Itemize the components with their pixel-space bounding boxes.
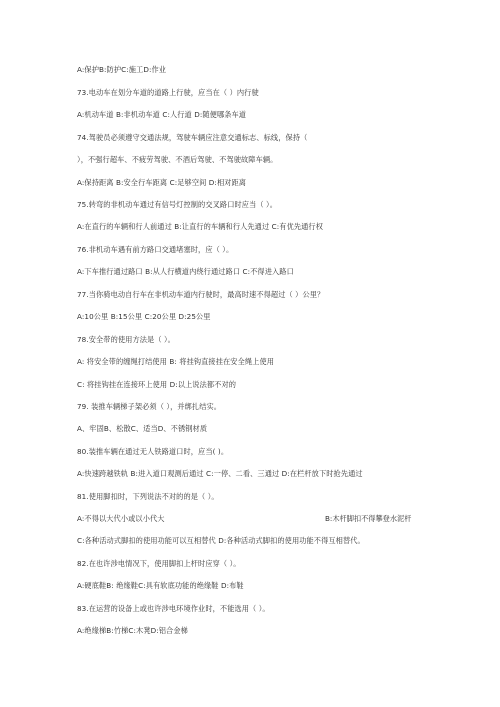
text-line: A:不得以大代小或以小代大 bbox=[77, 514, 165, 523]
text-line: A、牢固B、松散C、适当D、不锈钢材质 bbox=[77, 424, 208, 433]
text-line: 77.当你骑电动自行车在非机动车道内行驶时，最高时速不得超过（ ）公里？ bbox=[77, 290, 325, 299]
text-line: 83.在运营的设备上或也许涉电环境作业时，不能选用（ ）。 bbox=[77, 604, 270, 613]
text-line: 78.安全带的使用方法是（ ）。 bbox=[77, 335, 175, 344]
text-line: A:绝缘梯B:竹梯C:木凳D:铝合金梯 bbox=[77, 626, 188, 635]
text-line: A:机动车道 B:非机动车道 C:人行道 D:随便哪条车道 bbox=[77, 110, 247, 119]
text-line: A:保持距离 B:安全行车距离 C:足够空间 D:相对距离 bbox=[77, 178, 247, 187]
text-line: A:硬底鞋B: 绝缘鞋C:具有软底功能的绝缘鞋 D:布鞋 bbox=[77, 581, 244, 590]
text-line: 79. 装推车辆梯子架必须（ ），并绑扎结实。 bbox=[77, 402, 222, 411]
text-line-option-b: B:木杆脚扣不得攀登水泥杆 bbox=[325, 514, 412, 523]
text-line: 73.电动车在划分车道的道路上行驶，应当在（ ）内行驶 bbox=[77, 88, 259, 97]
text-line: C:各种活动式脚扣的使用功能可以互相替代 D:各种活动式脚扣的使用功能不得互相替代。 bbox=[77, 536, 365, 545]
text-line: C: 将挂钩挂在连接环上使用 D:以上说法都不对的 bbox=[77, 380, 237, 389]
text-line: 76.非机动车遇有前方路口交通堵塞时，应（ ）。 bbox=[77, 245, 234, 254]
text-line: ），不强行超车、不疲劳驾驶、不酒后驾驶、不驾驶故障车辆。 bbox=[77, 155, 278, 164]
text-line: 80.装推车辆在通过无人铁路道口时，应当( )。 bbox=[77, 447, 229, 456]
text-line: A:在直行的车辆和行人前通过 B:让直行的车辆和行人先通过 C:有优先通行权 bbox=[77, 222, 324, 231]
text-line: A: 将安全带的缠绳打结使用 B: 将挂钩直接挂在安全绳上使用 bbox=[77, 357, 275, 366]
text-line: A:保护B:防护C:施工D:作业 bbox=[77, 65, 167, 74]
text-line: 82.在也许涉电情况下，使用脚扣上杆时应穿（ ）。 bbox=[77, 559, 241, 568]
text-line: A:快速跨越铁轨 B:进入道口观测后通过 C:一停、二看、三通过 D:在栏杆放下时抢先通过 bbox=[77, 469, 363, 478]
text-line: 74.驾驶员必须遵守交通法规，驾驶车辆应注意交通标志、标线，保持（ bbox=[77, 133, 308, 142]
text-line: 81.使用脚扣时，下列说法不对的的是（ ）。 bbox=[77, 492, 219, 501]
text-line: A:下车推行通过路口 B:从人行横道内绕行通过路口 C:不得进入路口 bbox=[77, 267, 294, 276]
text-line: A:10公里 B:15公里 C:20公里 D:25公里 bbox=[77, 312, 211, 321]
text-line: 75.转弯的非机动车通过有信号灯控制的交叉路口时应当（ ）。 bbox=[77, 200, 277, 209]
